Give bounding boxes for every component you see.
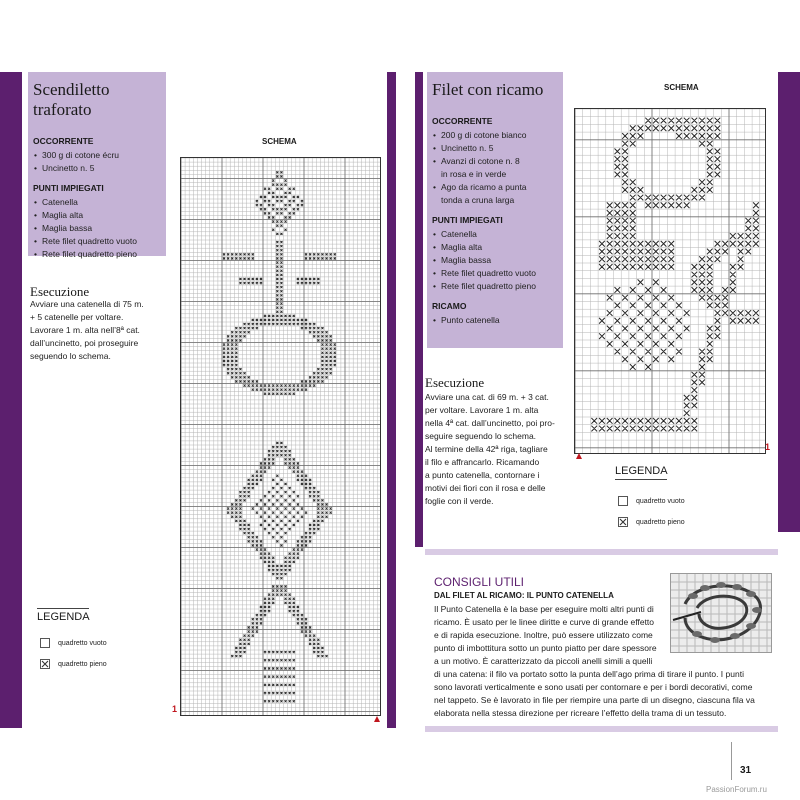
right-punti-list — [432, 228, 563, 293]
right-ricamo-heading: RICAMO — [432, 301, 467, 311]
left-chart-grid — [180, 157, 381, 716]
right-esecuzione-heading: Esecuzione — [425, 375, 485, 390]
list-item: • Rete filet quadretto pieno — [432, 280, 563, 293]
watermark: PassionForum.ru — [706, 785, 767, 794]
page-number: 31 — [740, 765, 752, 776]
grid-lines — [575, 109, 765, 453]
cross-square-icon — [40, 659, 50, 669]
left-esecuzione-heading: Esecuzione — [30, 284, 90, 299]
right-info-box — [427, 72, 563, 348]
right-schema-label: SCHEMA — [664, 83, 699, 92]
right-row-marker: 1 — [765, 442, 771, 452]
spine-bar-right — [415, 72, 423, 547]
left-page-title: Scendiletto traforato — [33, 80, 110, 119]
left-row-marker: 1 — [172, 704, 178, 714]
left-esecuzione-text: Avviare una catenella di 75 m. + 5 catenelle per voltare. Lavorare 1 m. alta nell’8ª cat. dall’uncinetto, poi proseguire seguendo lo schema. — [30, 299, 144, 361]
list-item: • Rete filet quadretto vuoto — [33, 235, 166, 248]
left-chart-svg — [181, 158, 380, 715]
list-item: • Maglia bassa — [432, 254, 563, 267]
right-punti-heading: PUNTI IMPIEGATI — [432, 215, 503, 225]
list-item: • Punto catenella — [432, 314, 563, 327]
consigli-text: Il Punto Catenella è la base per eseguire molti altri punti di ricamo. È usato per le linee diritte e curve di grande effetto e di rapida esecuzione. Inoltre, può essere utilizzato come punto di imbottitura sotto un punto piatto per dare spessore a un motivo. È caratterizzato da piccoli anelli simili a quelli di una catena: il filo va portato sotto la punta dell’ago prima di tirare il punto. I punti sono lavorati verticalmente e sono usati per contornare e per i bordi decorativi, come nel tappeto. Se è lavorato in file per riempire una parte di un disegno, ciascuna fila va elaborata nella stessa direzione per ricreare l’effetto della trama di un tessuto. — [434, 604, 755, 718]
list-item: • Rete filet quadretto pieno — [33, 248, 166, 261]
left-start-triangle — [374, 716, 380, 722]
list-item: • Avanzi di cotone n. 8 in rosa e in verde — [432, 155, 563, 181]
list-item: • Uncinetto n. 5 — [33, 162, 166, 175]
right-chart-svg — [575, 109, 765, 453]
chain-stitch-illustration — [671, 574, 771, 652]
list-item: • 200 g di cotone bianco — [432, 129, 563, 142]
left-info-box — [28, 72, 166, 259]
right-legend — [615, 465, 667, 480]
left-legend-title: LEGENDA — [37, 608, 89, 623]
list-item: • Catenella — [33, 196, 166, 209]
left-schema-label: SCHEMA — [262, 137, 297, 146]
left-legend — [37, 608, 89, 623]
list-item: • Maglia alta — [432, 241, 563, 254]
embroidery-photo — [670, 573, 772, 653]
right-occorrente-heading: OCCORRENTE — [432, 116, 493, 126]
empty-square-icon — [40, 638, 50, 648]
list-item: • 300 g di cotone écru — [33, 149, 166, 162]
right-page-title: Filet con ricamo — [432, 80, 544, 99]
right-occorrente-list — [432, 129, 563, 207]
list-item: • Rete filet quadretto vuoto — [432, 267, 563, 280]
spine-bar-left — [387, 72, 396, 728]
left-edge-bar — [0, 72, 22, 728]
right-legend-full: quadretto pieno — [618, 517, 685, 527]
cross-square-icon — [618, 517, 628, 527]
consigli-subtitle: DAL FILET AL RICAMO: IL PUNTO CATENELLA — [434, 591, 614, 600]
consigli-title: CONSIGLI UTILI — [434, 575, 525, 589]
right-legend-empty: quadretto vuoto — [618, 496, 685, 506]
right-ricamo-list — [432, 314, 563, 327]
left-occorrente-list — [33, 149, 166, 175]
left-punti-list — [33, 196, 166, 261]
list-item: • Maglia alta — [33, 209, 166, 222]
list-item: • Ago da ricamo a punta tonda a cruna larga — [432, 181, 563, 207]
right-edge-bar — [778, 72, 800, 532]
page-number-rule — [731, 742, 732, 780]
list-item: • Catenella — [432, 228, 563, 241]
right-chart-grid — [574, 108, 766, 454]
right-esecuzione-text: Avviare una cat. di 69 m. + 3 cat. per voltare. Lavorare 1 m. alta nella 4ª cat. dall’uncinetto, poi pro- seguire seguendo lo schema. Al termine della 42ª riga, tagliare il filo e affrancarlo. Ricamando a punto catenella, contornare i motivi dei fiori con il rosa e delle foglie con il verde. — [425, 392, 555, 506]
list-item: • Maglia bassa — [33, 222, 166, 235]
list-item: • Uncinetto n. 5 — [432, 142, 563, 155]
empty-square-icon — [618, 496, 628, 506]
left-legend-empty: quadretto vuoto — [40, 638, 107, 648]
left-legend-full: quadretto pieno — [40, 659, 107, 669]
left-occorrente-heading: OCCORRENTE — [33, 136, 94, 146]
right-legend-title: LEGENDA — [615, 465, 667, 480]
left-punti-heading: PUNTI IMPIEGATI — [33, 183, 104, 193]
